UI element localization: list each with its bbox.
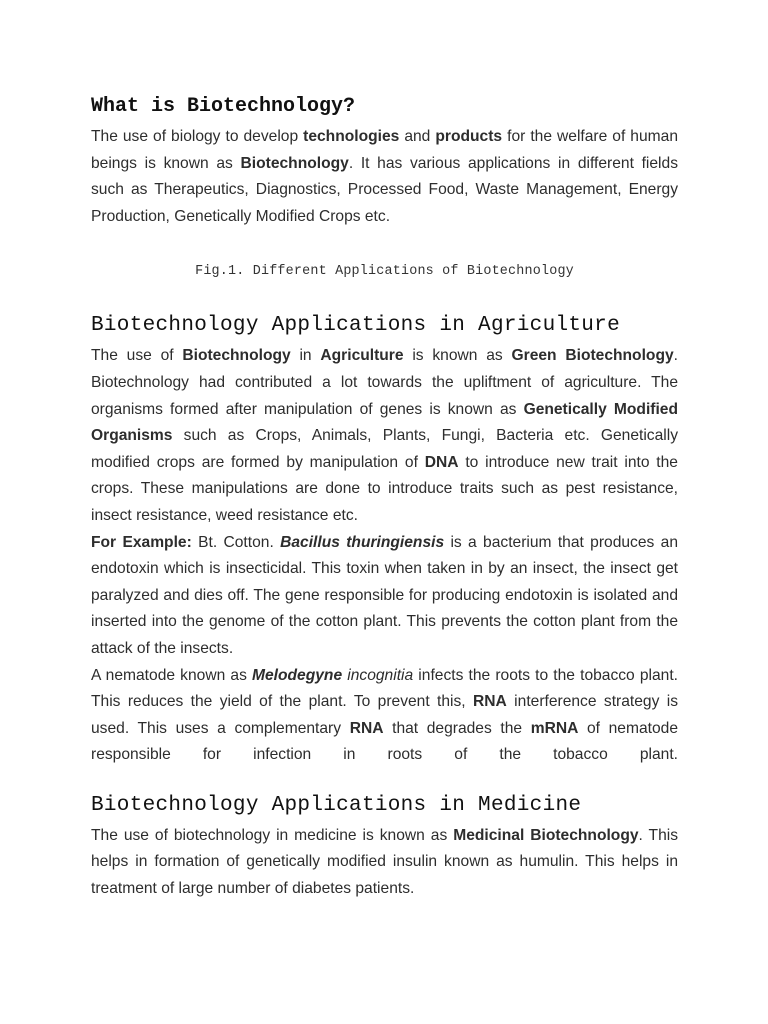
heading-what-is-biotechnology: What is Biotechnology?	[91, 95, 356, 118]
figure-caption: Fig.1. Different Applications of Biotechnology	[195, 264, 574, 280]
intro-paragraph: The use of biology to develop technologies and products for the welfare of human beings is known as Biotechnology. It has various applications in different fields such as Therapeutics, Diagnostics, Processed Food, Waste Management, Energy Production, Genetically Modified Crops etc.	[91, 128, 678, 225]
heading-agriculture: Biotechnology Applications in Agriculture	[91, 314, 620, 338]
document-content	[91, 92, 678, 903]
medicine-paragraph: The use of biotechnology in medicine is known as Medicinal Biotechnology. This helps in formation of genetically modified insulin known as humulin. This helps in treatment of large number of diabetes patients.	[91, 826, 678, 898]
agriculture-paragraph-2: For Example: Bt. Cotton. Bacillus thuringiensis is a bacterium that produces an endotoxin which is insecticidal. This toxin when taken in by an insect, the insect get paralyzed and dies off. The gene responsible for producing endotoxin is isolated and inserted into the genome of the cotton plant. This prevents the cotton plant from the attack of the insects.	[91, 533, 678, 657]
agriculture-paragraph-3: A nematode known as Melodegyne incognitia infects the roots to the tobacco plant. This reduces the yield of the plant. To prevent this, RNA interference strategy is used. This uses a complementary RNA that degrades the mRNA of nematode responsible for infection in roots of the tobacco plant.	[91, 666, 679, 764]
agriculture-paragraph-1: The use of Biotechnology in Agriculture is known as Green Biotechnology. Biotechnology had contributed a lot towards the upliftment of agriculture. The organisms formed after manipulation of genes is known as Genetically Modified Organisms such as Crops, Animals, Plants, Fungi, Bacteria etc. Genetically modified crops are formed by manipulation of DNA to introduce new trait into the crops. These manipulations are done to introduce traits such as pest resistance, insect resistance, weed resistance etc.	[91, 347, 678, 524]
heading-medicine: Biotechnology Applications in Medicine	[91, 793, 582, 817]
